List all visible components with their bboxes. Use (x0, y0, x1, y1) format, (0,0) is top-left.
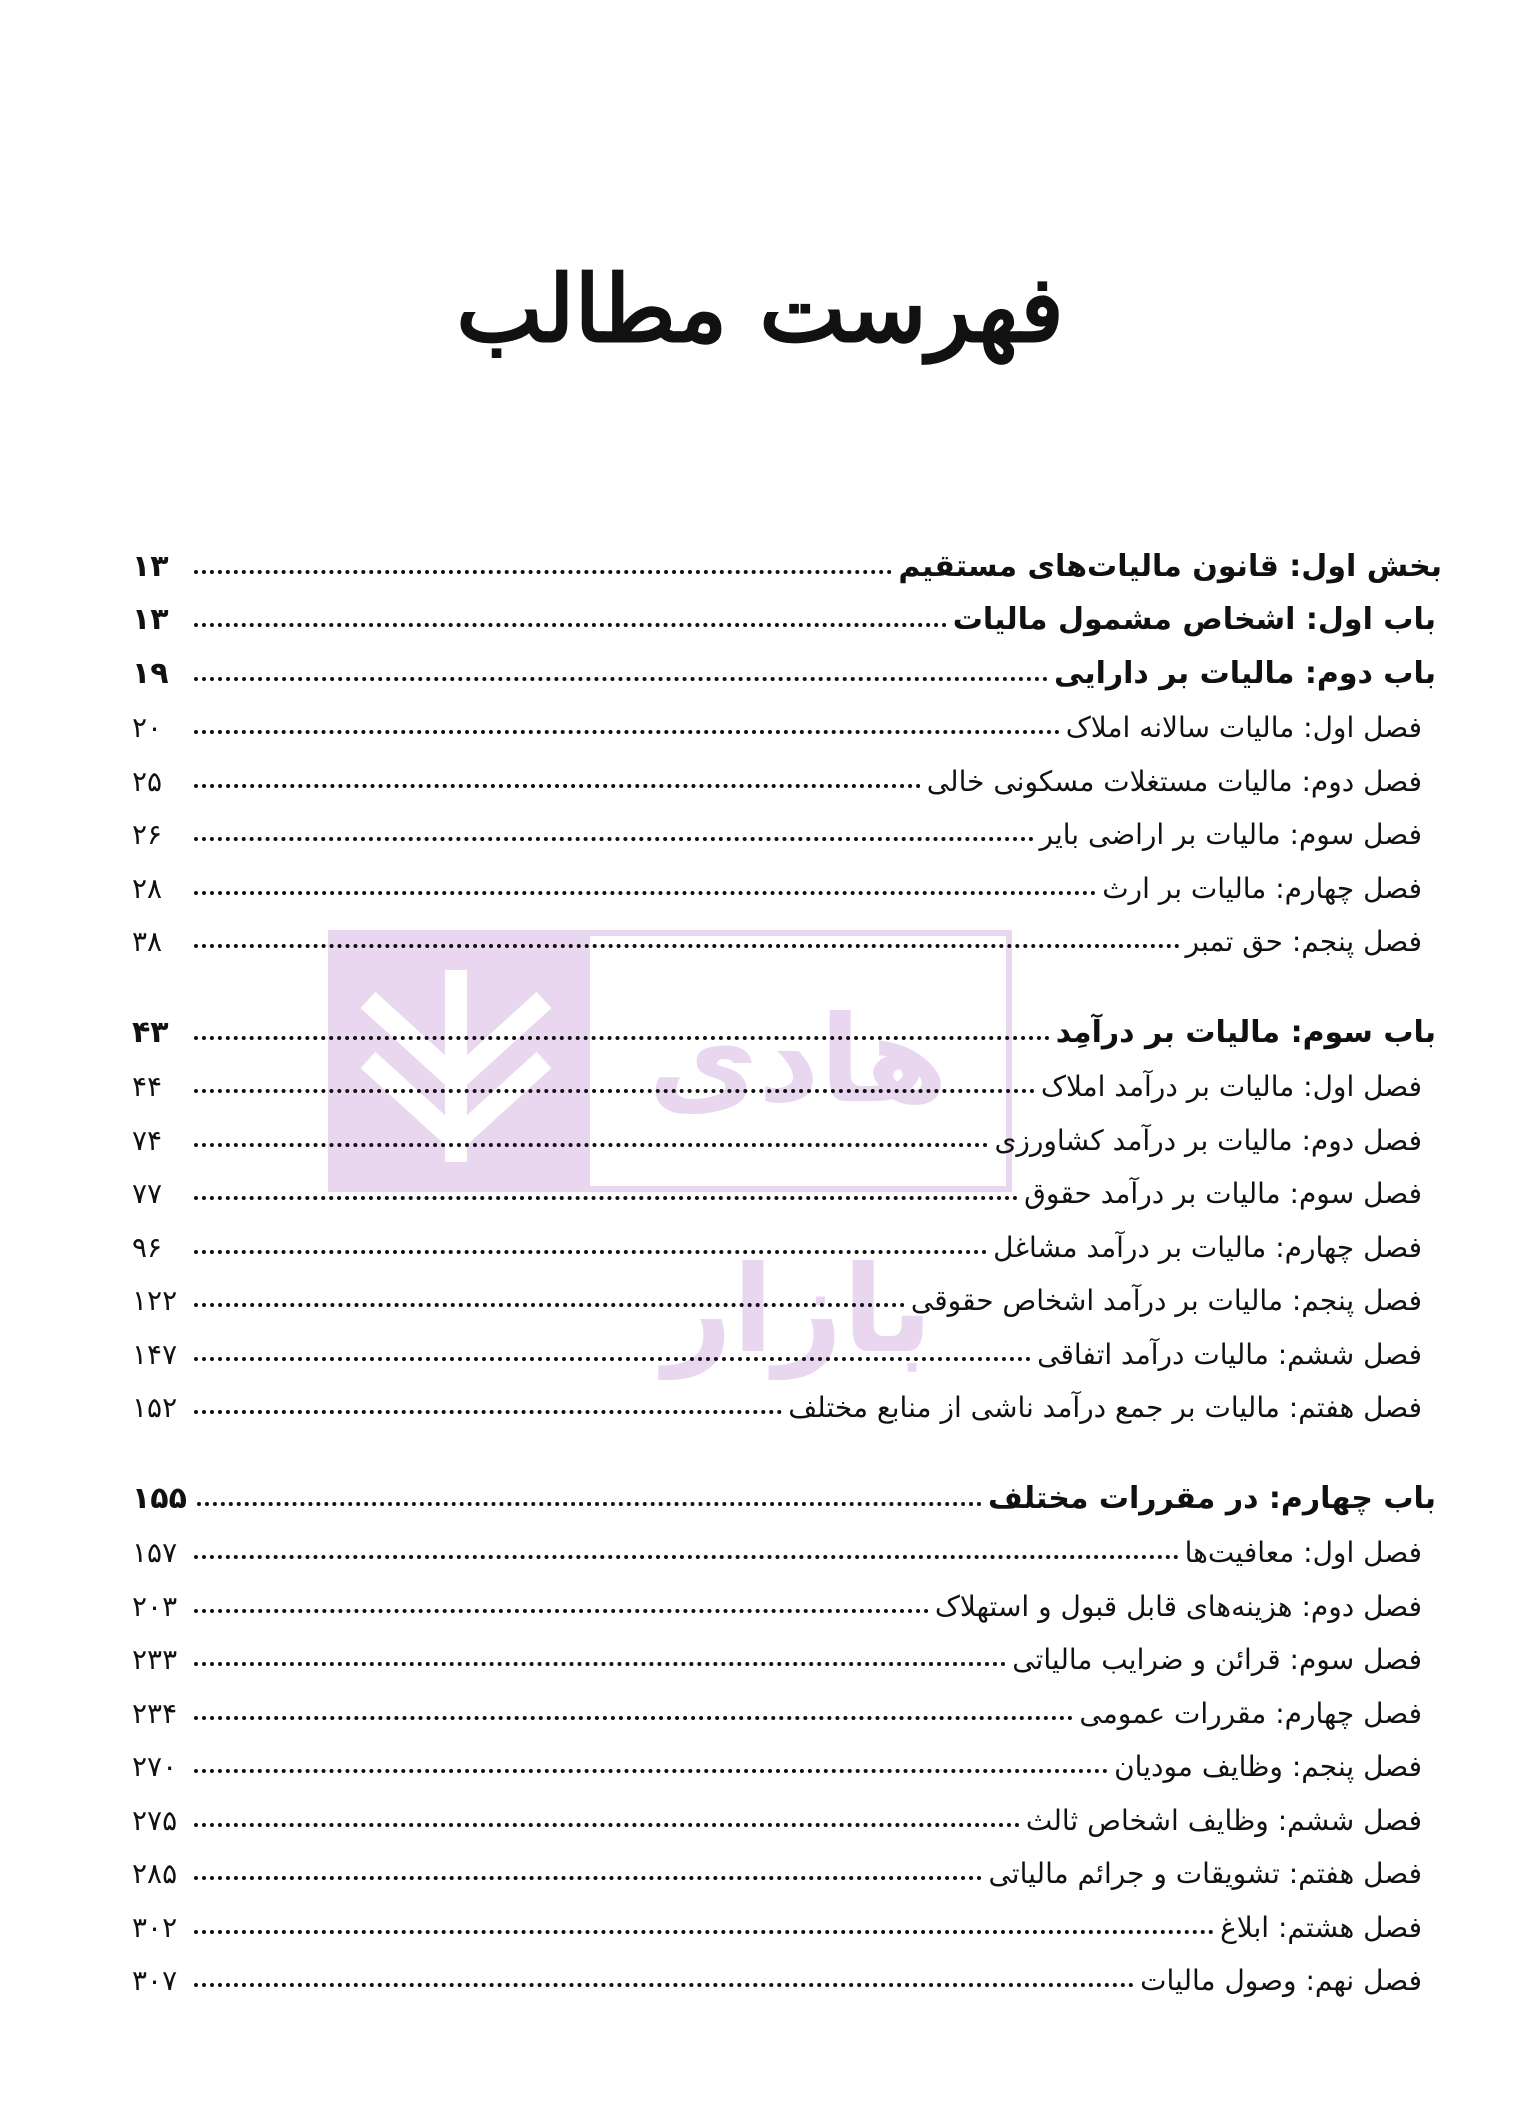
dot-leader (194, 1302, 905, 1307)
toc-entry-page-number: ۱۵۵ (132, 1480, 187, 1516)
toc-entry[interactable] (132, 1569, 1442, 1623)
toc-entry[interactable] (132, 1890, 1442, 1944)
toc-entry-label: فصل نهم: وصول مالیات (1140, 1964, 1422, 1997)
toc-entry-page-number: ۹۶ (132, 1230, 163, 1264)
dot-leader (194, 569, 892, 574)
dot-leader (194, 622, 947, 627)
dot-leader (194, 1661, 1006, 1666)
toc-entry-page-number: ۱۵۷ (132, 1536, 178, 1569)
toc-entry-page-number: ۲۷۵ (132, 1803, 178, 1837)
toc-entry-label: فصل چهارم: مالیات بر ارث (1102, 871, 1422, 905)
toc-entry-label: فصل ششم: وظایف اشخاص ثالث (1025, 1803, 1422, 1837)
toc-entry-label: فصل اول: مالیات سالانه املاک (1065, 711, 1422, 744)
dot-leader (194, 1715, 1073, 1720)
toc-entry-page-number: ۱۲۲ (132, 1284, 178, 1317)
toc-entry-label: فصل هشتم: ابلاغ (1220, 1910, 1422, 1944)
dot-leader (194, 1035, 1050, 1040)
toc-entry-label: فصل هفتم: مالیات بر جمع درآمد ناشی از منابع مختلف (788, 1391, 1422, 1424)
toc-entry-page-number: ۱۵۲ (132, 1391, 178, 1424)
toc-entry[interactable] (132, 1676, 1442, 1730)
toc-entry[interactable] (132, 996, 1442, 1050)
dot-leader (194, 1554, 1179, 1559)
toc-entry[interactable] (132, 691, 1442, 745)
toc-entry[interactable] (132, 1103, 1442, 1157)
dot-leader (194, 1822, 1020, 1827)
toc-entry-label: باب اول: اشخاص مشمول مالیات (952, 602, 1436, 637)
toc-entry[interactable] (132, 744, 1442, 798)
dot-leader (194, 943, 1180, 948)
toc-entry-label: فصل چهارم: مقررات عمومی (1079, 1696, 1422, 1730)
toc-entry[interactable] (132, 1623, 1442, 1677)
toc-entry[interactable] (132, 1371, 1442, 1425)
toc-entry-page-number: ۲۰۳ (132, 1589, 178, 1623)
dot-leader (194, 836, 1034, 841)
toc-entry[interactable] (132, 1157, 1442, 1211)
toc-entry-page-number: ۱۳ (132, 548, 169, 584)
toc-entry-label: فصل دوم: مالیات بر درآمد کشاورزی (994, 1123, 1422, 1157)
watermark-text: هادی بازار (584, 930, 1012, 1192)
dot-leader (194, 783, 921, 788)
toc-entry-label: فصل دوم: مالیات مستغلات مسکونی خالی (926, 764, 1422, 798)
toc-entry[interactable] (132, 1317, 1442, 1371)
toc-entry-page-number: ۲۸۵ (132, 1857, 178, 1890)
dot-leader (197, 1501, 982, 1506)
toc-entry-page-number: ۱۳ (132, 602, 169, 637)
toc-entry-label: فصل سوم: مالیات بر درآمد حقوق (1024, 1177, 1422, 1210)
toc-entry[interactable] (132, 1264, 1442, 1318)
dot-leader (194, 1195, 1018, 1200)
dot-leader (194, 1409, 782, 1414)
toc-entry[interactable] (132, 1050, 1442, 1104)
toc-entry-page-number: ۴۴ (132, 1070, 163, 1103)
toc-entry[interactable] (132, 798, 1442, 852)
toc-entry[interactable] (132, 1516, 1442, 1570)
toc-entry[interactable] (132, 1944, 1442, 1998)
dot-leader (194, 1142, 988, 1147)
toc-entry[interactable] (132, 530, 1442, 584)
toc-entry-label: باب سوم: مالیات بر درآمِد (1055, 1014, 1436, 1050)
dot-leader (194, 890, 1096, 895)
toc-entry-label: فصل پنجم: وظایف مودیان (1114, 1750, 1422, 1783)
toc-entry[interactable] (132, 1837, 1442, 1891)
dot-leader (194, 676, 1048, 681)
toc-entry-label: فصل سوم: مالیات بر اراضی بایر (1039, 818, 1422, 851)
dot-leader (194, 1088, 1035, 1093)
toc-entry-page-number: ۲۷۰ (132, 1750, 178, 1783)
dot-leader (194, 729, 1060, 734)
toc-entry-label: فصل هفتم: تشویقات و جرائم مالیاتی (988, 1857, 1422, 1890)
toc-entry-label: فصل اول: معافیت‌ها (1184, 1536, 1422, 1569)
toc-entry-page-number: ۲۳۴ (132, 1696, 178, 1730)
dot-leader (194, 1608, 929, 1613)
dot-leader (194, 1356, 1031, 1361)
toc-entry[interactable] (132, 1210, 1442, 1264)
toc-entry-label: باب چهارم: در مقررات مختلف (987, 1480, 1436, 1516)
toc-entry-label: فصل ششم: مالیات درآمد اتفاقی (1037, 1337, 1422, 1371)
toc-entry[interactable] (132, 1730, 1442, 1784)
toc-entry-label: باب دوم: مالیات بر دارایی (1053, 655, 1436, 691)
dot-leader (194, 1982, 1134, 1987)
toc-entry-label: فصل پنجم: حق تمبر (1185, 925, 1422, 958)
toc-entry[interactable] (132, 1783, 1442, 1837)
toc-entry[interactable] (132, 637, 1442, 691)
toc-entry-page-number: ۷۷ (132, 1177, 163, 1210)
toc-entry[interactable] (132, 851, 1442, 905)
toc-entry-page-number: ۴۳ (132, 1014, 169, 1050)
toc-entry-page-number: ۳۰۲ (132, 1910, 178, 1944)
table-of-contents (132, 530, 1442, 1997)
toc-entry[interactable] (132, 905, 1442, 959)
toc-entry-label: فصل اول: مالیات بر درآمد املاک (1040, 1070, 1422, 1103)
toc-entry[interactable] (132, 1462, 1442, 1516)
page-title: فهرست مطالب (456, 255, 1064, 363)
toc-entry-page-number: ۲۸ (132, 871, 163, 905)
dot-leader (194, 1768, 1108, 1773)
toc-entry-label: فصل سوم: قرائن و ضرایب مالیاتی (1012, 1643, 1422, 1676)
toc-entry-label: فصل دوم: هزینه‌های قابل قبول و استهلاک (934, 1589, 1422, 1623)
toc-entry[interactable] (132, 584, 1442, 638)
toc-entry-page-number: ۲۰ (132, 711, 163, 744)
toc-entry-page-number: ۲۳۳ (132, 1643, 178, 1676)
toc-entry-page-number: ۳۰۷ (132, 1964, 178, 1997)
toc-entry-label: فصل پنجم: مالیات بر درآمد اشخاص حقوقی (910, 1284, 1422, 1317)
toc-entry-page-number: ۲۶ (132, 818, 163, 851)
dot-leader (194, 1875, 982, 1880)
toc-entry-page-number: ۳۸ (132, 925, 163, 958)
toc-entry-page-number: ۱۹ (132, 655, 169, 691)
toc-entry-label: فصل چهارم: مالیات بر درآمد مشاغل (993, 1230, 1422, 1264)
dot-leader (194, 1929, 1214, 1934)
toc-entry-page-number: ۷۴ (132, 1123, 163, 1157)
toc-entry-page-number: ۲۵ (132, 764, 163, 798)
dot-leader (194, 1249, 987, 1254)
toc-entry-label: بخش اول: قانون مالیات‌های مستقیم (898, 548, 1442, 584)
toc-entry-page-number: ۱۴۷ (132, 1337, 178, 1371)
